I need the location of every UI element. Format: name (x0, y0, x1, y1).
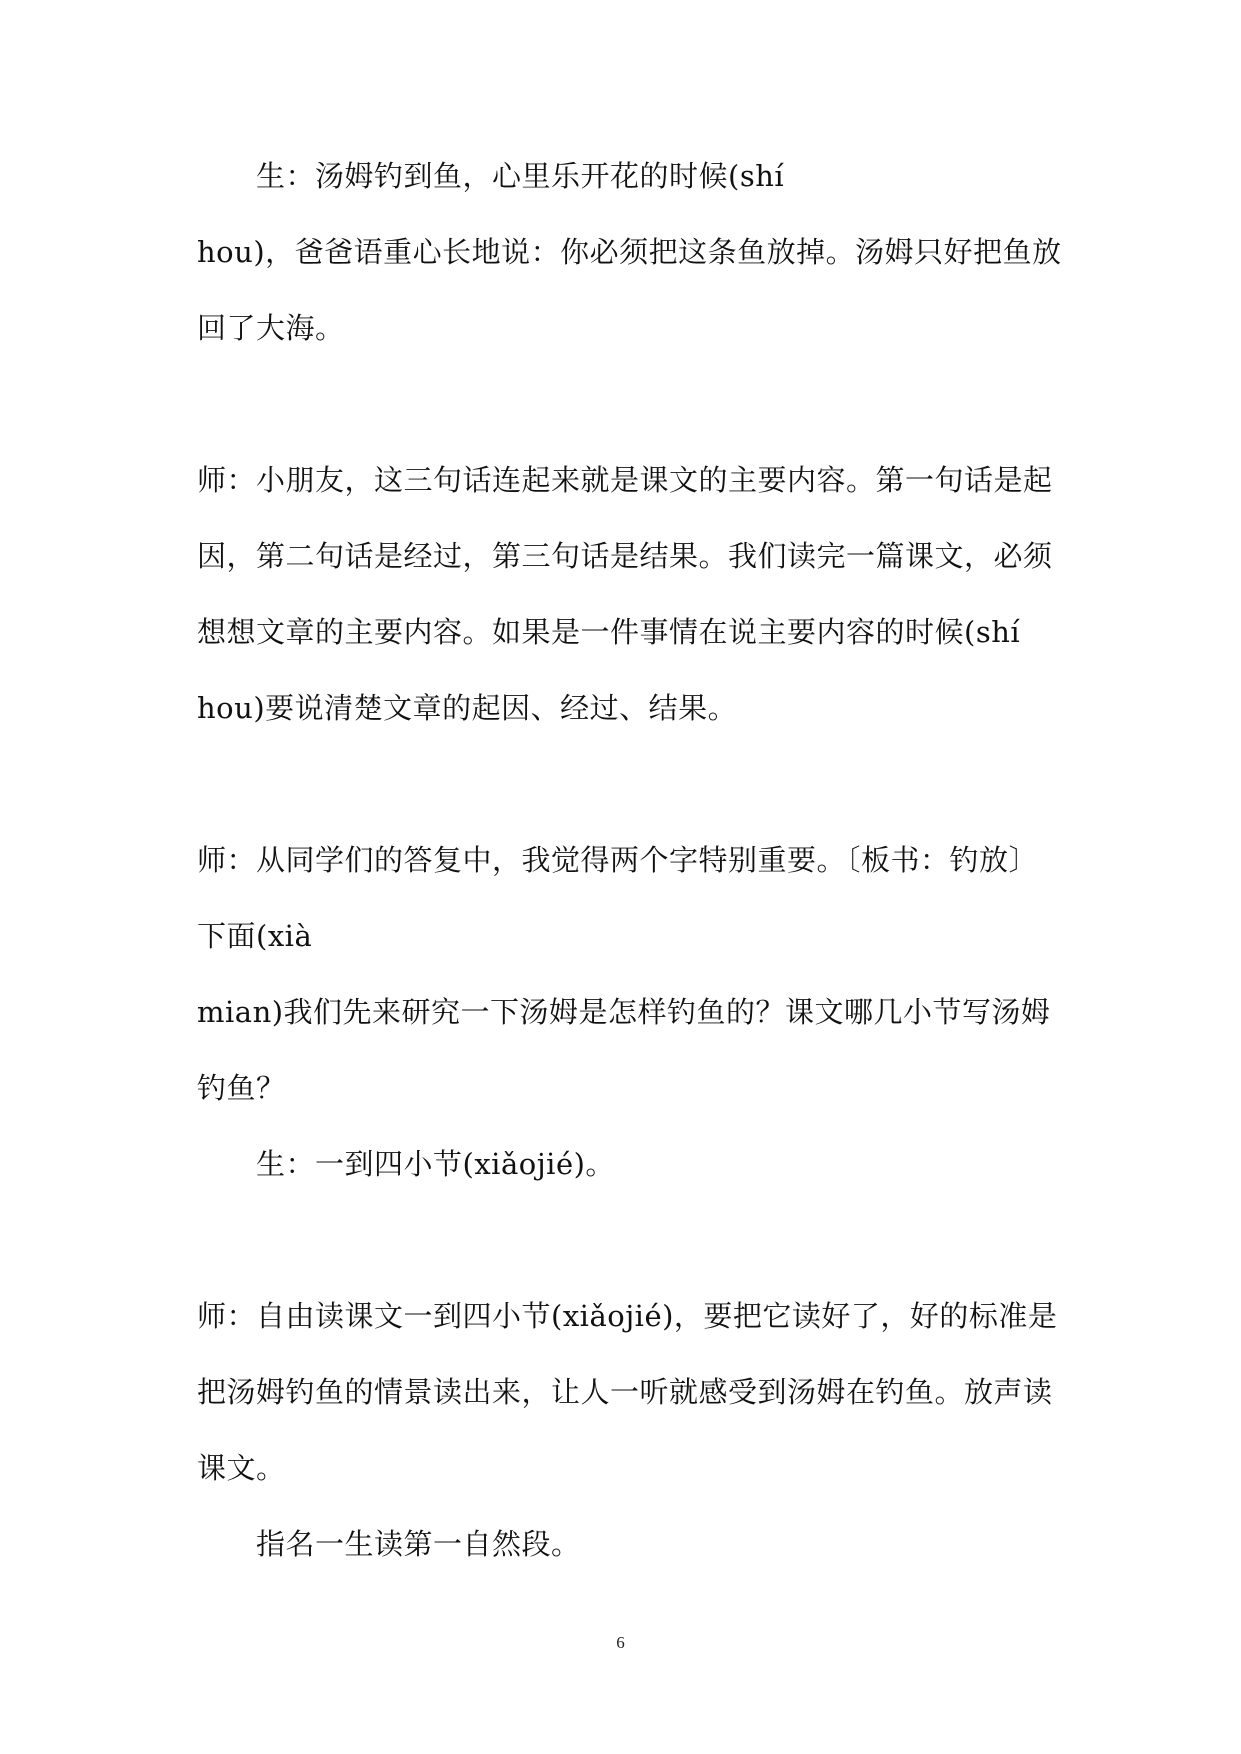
paragraph-line: 生：汤姆钓到鱼，心里乐开花的时候(shí (256, 159, 785, 193)
paragraph-line: 钓鱼？ (197, 1071, 286, 1105)
paragraph-line: 想想文章的主要内容。如果是一件事情在说主要内容的时候(shí (197, 615, 1021, 649)
paragraph-line: hou)要说清楚文章的起因、经过、结果。 (197, 691, 738, 725)
paragraph-line: 把汤姆钓鱼的情景读出来，让人一听就感受到汤姆在钓鱼。放声读 (197, 1375, 1053, 1409)
paragraph-line: hou)，爸爸语重心长地说：你必须把这条鱼放掉。汤姆只好把鱼放 (197, 235, 1062, 269)
paragraph-line: 因，第二句话是经过，第三句话是结果。我们读完一篇课文，必须 (197, 539, 1053, 573)
paragraph-line: 师：自由读课文一到四小节(xiǎojié)，要把它读好了，好的标准是 (197, 1299, 1058, 1333)
page-number: 6 (616, 1633, 625, 1652)
paragraph-line: 下面(xià (197, 919, 313, 953)
paragraph-line: 指名一生读第一自然段。 (256, 1527, 581, 1561)
paragraph-line: 师：小朋友，这三句话连起来就是课文的主要内容。第一句话是起 (197, 463, 1053, 497)
paragraph-line: mian)我们先来研究一下汤姆是怎样钓鱼的？课文哪几小节写汤姆 (197, 995, 1051, 1029)
paragraph-line: 课文。 (197, 1451, 286, 1485)
paragraph-line: 师：从同学们的答复中，我觉得两个字特别重要。〔板书：钓放〕 (197, 843, 1039, 877)
paragraph-line: 回了大海。 (197, 311, 345, 345)
paragraph-line: 生：一到四小节(xiǎojié)。 (256, 1147, 615, 1181)
